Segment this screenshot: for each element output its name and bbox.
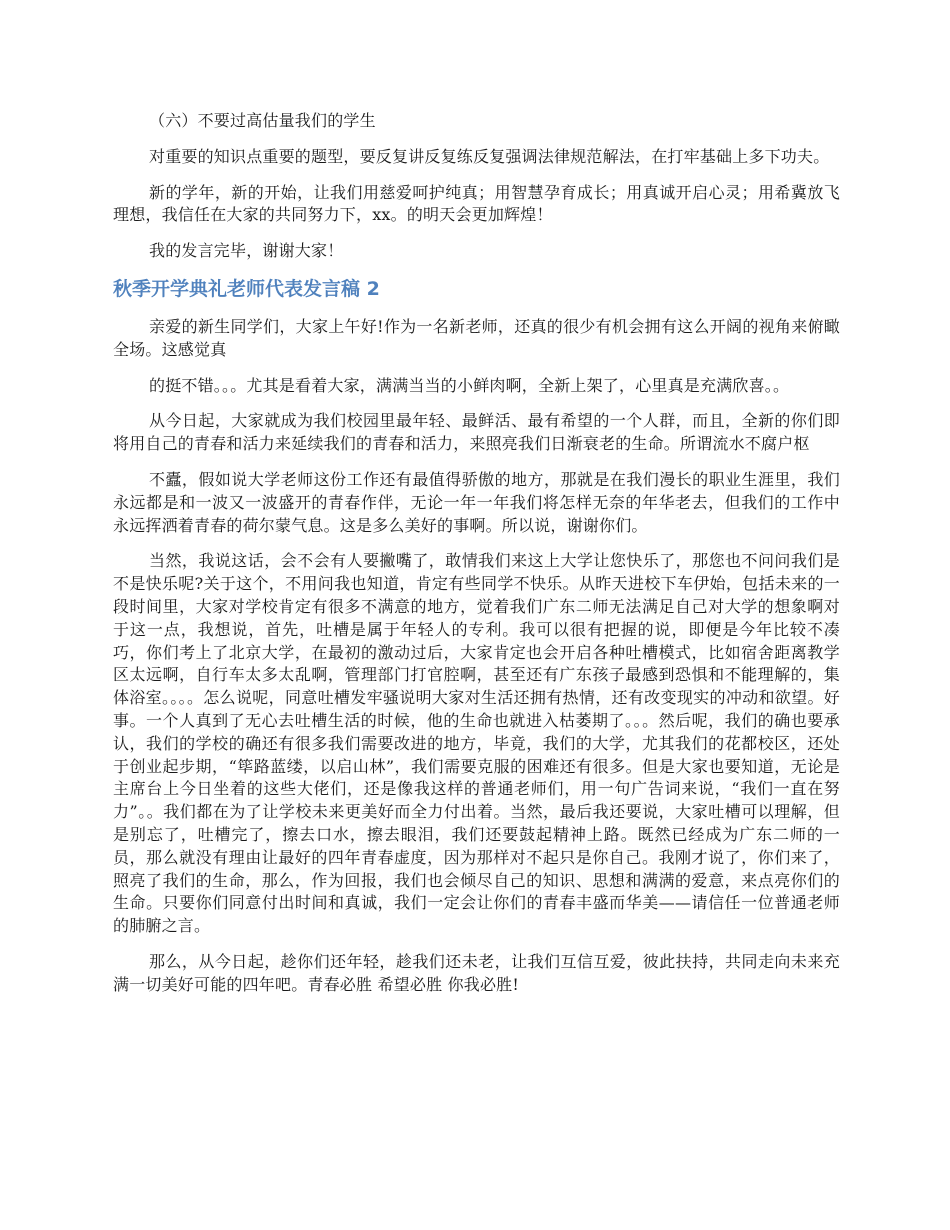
paragraph: 那么，从今日起，趁你们还年轻，趁我们还未老，让我们互信互爱，彼此扶持，共同走向未来充满一切美好可能的四年吧。青春必胜 希望必胜 你我必胜! — [113, 951, 840, 994]
paragraph: 对重要的知识点重要的题型，要反复讲反复练反复强调法律规范解法，在打牢基础上多下功夫。 — [149, 146, 830, 166]
paragraph: 从今日起，大家就成为我们校园里最年轻、最鲜活、最有希望的一个人群，而且，全新的你们即将用自己的青春和活力来延续我们的青春和活力，来照亮我们日渐衰老的生命。所谓流水不腐户枢 — [113, 411, 840, 454]
paragraph: 当然，我说这话，会不会有人要撇嘴了，敢情我们来这上大学让您快乐了，那您也不问问我们是不是快乐呢?关于这个，不用问我也知道，肯定有些同学不快乐。从昨天进校下车伊始，包括未来的一段时间里，大家对学校肯定有很多不满意的地方，觉着我们广东二师无法满足自己对大学的想象啊对于这一点，我想说，首先，吐槽是属于年轻人的专利。我可以很有把握的说，即便是今年比较不凑巧，你们考上了北京大学，在最初的激动过后，大家肯定也会开启各种吐槽模式，比如宿舍距离教学区太远啊，自行车太多太乱啊，管理部门打官腔啊，甚至还有广东孩子最感到恐惧和不能理解的，集体浴室。。。。怎么说呢，同意吐槽发牢骚说明大家对生活还拥有热情，还有改变现实的冲动和欲望。好事。一个人真到了无心去吐槽生活的时候，他的生命也就进入枯萎期了。。。然后呢，我们的确也要承认，我们的学校的确还有很多我们需要改进的地方，毕竟，我们的大学，尤其我们的花都校区，还处于创业起步期，“筚路蓝缕，以启山林”，我们需要克服的困难还有很多。但是大家也要知道，无论是主席台上今日坐着的这些大佬们，还是像我这样的普通老师们，用一句广告词来说，“我们一直在努力”。。我们都在为了让学校未来更美好而全力付出着。当然，最后我还要说，大家吐槽可以理解，但是别忘了，吐槽完了，擦去口水，擦去眼泪，我们还要鼓起精神上路。既然已经成为广东二师的一员，那么就没有理由让最好的四年青春虚度，因为那样对不起只是你自己。我刚才说了，你们来了，照亮了我们的生命，那么，作为回报，我们也会倾尽自己的知识、思想和满满的爱意，来点亮你们的生命。只要你们同意付出时间和真诚，我们一定会让你们的青春丰盛而华美——请信任一位普通老师的肺腑之言。 — [113, 551, 840, 936]
paragraph: 不蠹，假如说大学老师这份工作还有最值得骄傲的地方，那就是在我们漫长的职业生涯里，我们永远都是和一波又一波盛开的青春作伴，无论一年一年我们将怎样无奈的年华老去，但我们的工作中永远挥洒着青春的荷尔蒙气息。这是多么美好的事啊。所以说，谢谢你们。 — [113, 469, 840, 535]
paragraph: 的挺不错。。。尤其是看着大家，满满当当的小鲜肉啊，全新上架了，心里真是充满欣喜。。 — [149, 375, 790, 395]
paragraph-closing: 我的发言完毕，谢谢大家！ — [149, 241, 344, 261]
paragraph-subheading: （六）不要过高估量我们的学生 — [149, 111, 376, 130]
section-heading: 秋季开学典礼老师代表发言稿 2 — [113, 277, 380, 300]
paragraph: 亲爱的新生同学们，大家上午好!作为一名新老师，还真的很少有机会拥有这么开阔的视角来俯瞰全场。这感觉真 — [113, 316, 840, 359]
document-page — [113, 110, 840, 1010]
paragraph: 新的学年，新的开始，让我们用慈爱呵护纯真；用智慧孕育成长；用真诚开启心灵；用希冀放飞理想，我信任在大家的共同努力下，xx。的明天会更加辉煌！ — [113, 182, 840, 225]
